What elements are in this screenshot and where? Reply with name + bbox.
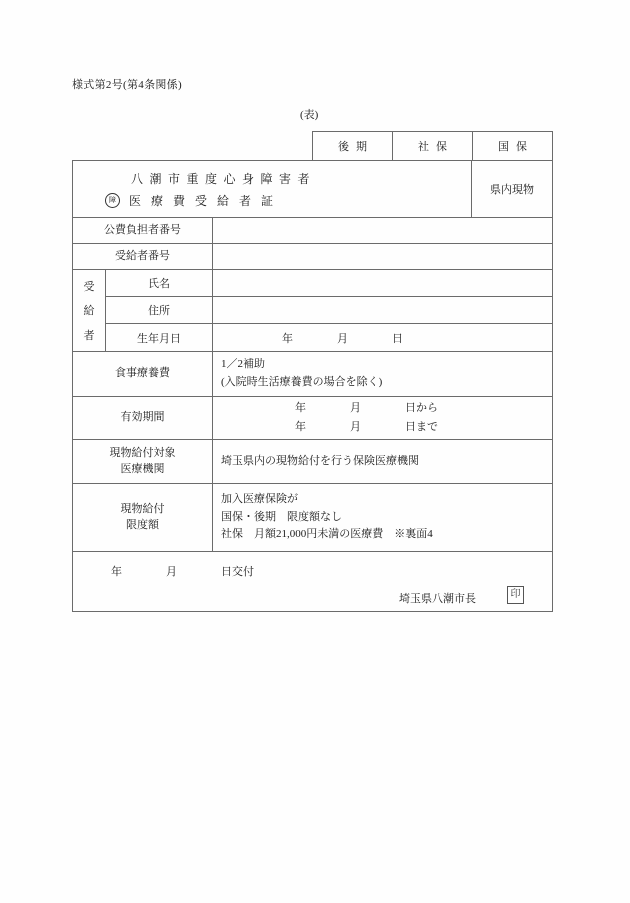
row-benefit-limit (73, 484, 552, 552)
recipient-vertical-char-2: 給 (83, 305, 95, 318)
benefit-limit-line3: 社保 月額21,000円未満の医療費 ※裏面4 (221, 528, 433, 541)
recipient-vertical-char-3: 者 (83, 329, 95, 342)
insurance-cell-kouki: 後期 (313, 132, 393, 160)
value-valid-period[interactable] (213, 397, 552, 439)
meal-cost-line1: 1／2補助 (221, 358, 265, 371)
valid-period-to: 年 月 日まで (295, 421, 438, 433)
label-meal-treatment-cost: 食事療養費 (73, 352, 213, 396)
insurance-cell-shaho: 社保 (393, 132, 473, 160)
row-benefit-institution (73, 440, 552, 484)
label-recipient-address: 住所 (106, 297, 213, 323)
row-valid-period (73, 397, 552, 440)
value-public-funder-number[interactable] (213, 218, 552, 243)
insurance-cell-kokuho: 国保 (498, 141, 534, 153)
valid-period-lines (221, 399, 552, 438)
meal-cost-line2: (入院時生活療養費の場合を除く) (221, 376, 383, 388)
value-recipient-name[interactable] (213, 270, 552, 296)
benefit-institution-label-line1: 現物給付対象 (109, 446, 176, 459)
label-recipient-vertical (73, 270, 106, 351)
value-recipient-birthdate: 年 月 日 (282, 332, 403, 345)
certificate-title-line1: 八潮市重度心身障害者 (131, 171, 317, 186)
label-public-funder-number: 公費負担者番号 (73, 218, 213, 243)
benefit-limit-label-line1: 現物給付 (120, 502, 165, 515)
label-recipient-name: 氏名 (106, 270, 213, 296)
row-recipient-address (106, 297, 552, 324)
certificate-title-block (73, 161, 472, 217)
row-issue (73, 552, 552, 612)
benefit-limit-line2: 国保・後期 限度額なし (221, 510, 342, 523)
row-recipient-name (106, 270, 552, 297)
valid-period-from: 年 月 日から (295, 401, 438, 414)
label-valid-period: 有効期間 (73, 397, 213, 439)
label-benefit-limit (73, 484, 213, 551)
certificate-title-line2: 医療費受給者証 (129, 193, 284, 208)
recipient-vertical-char-1: 受 (83, 281, 95, 294)
form-code-label: 様式第2号(第4条関係) (72, 79, 182, 91)
seal-stamp-icon: 印 (507, 586, 524, 604)
label-recipient-birthdate: 生年月日 (106, 324, 213, 351)
value-recipient-number[interactable] (213, 244, 552, 269)
benefit-limit-line1: 加入医療保険が (221, 493, 298, 506)
prefecture-benefit-note: 県内現物 (490, 184, 534, 196)
label-benefit-institution (73, 440, 213, 483)
certificate-table (72, 160, 553, 612)
certificate-title-row (73, 161, 552, 218)
row-recipient-birthdate (106, 324, 552, 351)
value-benefit-limit (213, 484, 552, 551)
certificate-title-line2-wrap (105, 192, 471, 209)
issue-date-line[interactable]: 年 月 日交付 (111, 566, 254, 578)
value-recipient-address[interactable] (213, 297, 552, 323)
benefit-limit-label-line2: 限度額 (126, 518, 159, 531)
benefit-institution-label-line2: 医療機関 (120, 462, 165, 475)
value-benefit-institution: 埼玉県内の現物給付を行う保険医療機関 (221, 454, 419, 467)
label-recipient-number: 受給者番号 (73, 244, 213, 269)
value-recipient-birthdate-wrap[interactable] (213, 324, 552, 351)
side-marker-label: (表) (300, 109, 319, 121)
row-public-funder-number (73, 218, 552, 244)
value-meal-treatment-cost (213, 352, 552, 396)
row-recipient-number (73, 244, 552, 270)
row-meal-treatment-cost (73, 352, 552, 397)
insurance-type-strip (312, 131, 553, 160)
issuer-name: 埼玉県八潮市長 (399, 593, 476, 605)
recipient-rows (106, 270, 552, 351)
recipient-block (73, 270, 552, 352)
circled-sho-icon: 障 (105, 193, 120, 208)
